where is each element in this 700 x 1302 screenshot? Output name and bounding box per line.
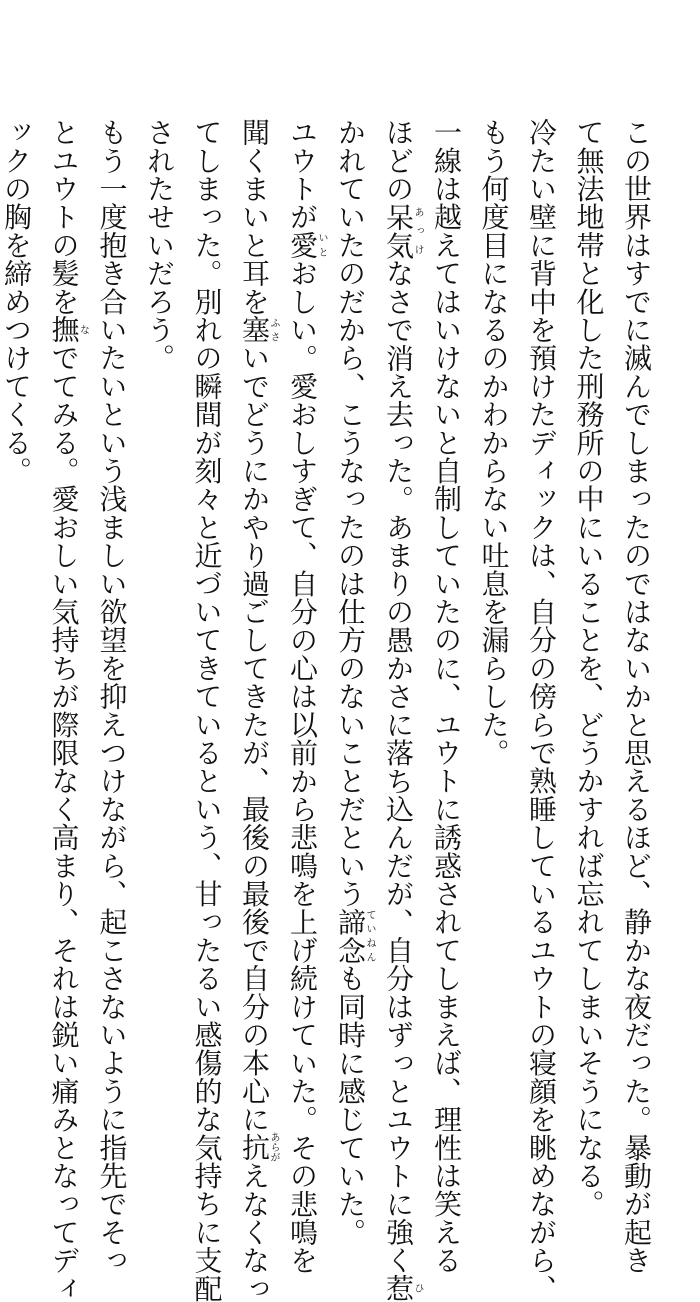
ruby-base: 抗 (238, 1132, 271, 1163)
ruby-base: 呆気 (382, 202, 415, 260)
ruby-reading: あらが (268, 1132, 279, 1163)
text-run: ックの胸を締めつけてくる。 (0, 118, 33, 485)
text-line (470, 118, 518, 978)
text-run: も同時に感じていた。 (334, 964, 367, 1247)
furigana-ruby (382, 1274, 423, 1302)
text-run: おしい。愛おしすぎて、自分の心は以前から悲鳴を上げ続けていた。その悲鳴を (286, 259, 319, 1275)
ruby-reading: あっけ (412, 202, 423, 259)
ruby-reading: ていねん (364, 907, 375, 965)
text-run: えなくなっ (238, 1161, 271, 1302)
text-run: いでどうにかやり過ごしてきたが、最後の最後で自分の本心に (238, 343, 271, 1134)
ruby-base: 諦念 (334, 907, 367, 965)
text-run: てしまった。別れの瞬間が刻々と近づいてきているという、甘ったるい感傷的な気持ちに支配 (190, 118, 224, 1302)
furigana-ruby (334, 907, 375, 965)
vertical-text-body (0, 118, 660, 1302)
text-run: されたせいだろう。 (143, 118, 176, 372)
furigana-ruby (238, 1132, 279, 1163)
text-line (40, 118, 89, 1302)
text-run: もう一度抱き合いたいという浅ましい欲望を抑えつけながら、起こさないように指先でそっ (95, 118, 129, 1275)
ruby-reading: ひ (412, 1274, 423, 1302)
ruby-base: 惹 (382, 1274, 415, 1302)
text-run: 一線は越えてはいけないと自制していたのに、ユウトに誘惑されてしまえば、理性は笑える (430, 118, 463, 1275)
ruby-base: 撫 (47, 315, 81, 344)
text-line (231, 118, 279, 1302)
ruby-base: 愛 (286, 230, 319, 260)
ruby-reading: いと (316, 230, 327, 260)
furigana-ruby (286, 230, 327, 260)
furigana-ruby (382, 202, 423, 260)
text-run: この世界はすでに滅んでしまったのではないかと思えるほど、静かな夜だった。暴動が起き (620, 118, 653, 1275)
text-run: かれていたのだから、こうなったのは仕方のないことだという (334, 118, 367, 908)
text-line (136, 118, 184, 978)
text-line (518, 118, 566, 1302)
ruby-base: 塞 (238, 315, 271, 344)
text-line (613, 118, 661, 1275)
text-run: ユウトが (286, 118, 319, 231)
text-run: て無法地帯と化した刑務所の中にいることを、どうかすれば忘れてしまいそうになる。 (572, 118, 606, 1218)
furigana-ruby (238, 315, 279, 344)
text-run: とユウトの髪を (47, 118, 81, 316)
furigana-ruby (47, 315, 89, 344)
text-line (375, 118, 423, 1302)
text-run: 聞くまいと耳を (238, 118, 271, 316)
text-line (327, 118, 375, 1247)
text-run: でてみる。愛おしい気持ちが際限なく高まり、それは鋭い痛みとなってディ (47, 343, 81, 1302)
ruby-reading: ふさ (268, 315, 279, 344)
text-run: なさで消え去った。あまりの愚かさに落ち込んだが、自分はずっとユウトに強く (382, 259, 415, 1275)
text-line (423, 118, 471, 1275)
text-run: ほどの (382, 118, 415, 203)
text-run: もう何度目になるのかわからない吐息を漏らした。 (477, 118, 511, 767)
text-line (88, 118, 136, 1275)
text-line (565, 118, 613, 1218)
text-run: 冷たい壁に背中を預けたディックは、自分の傍らで熟睡しているユウトの寝顔を眺めながら、 (525, 118, 558, 1302)
text-line (0, 118, 40, 978)
text-line (183, 118, 231, 1302)
text-line (279, 118, 327, 1275)
ruby-reading: な (77, 315, 89, 344)
